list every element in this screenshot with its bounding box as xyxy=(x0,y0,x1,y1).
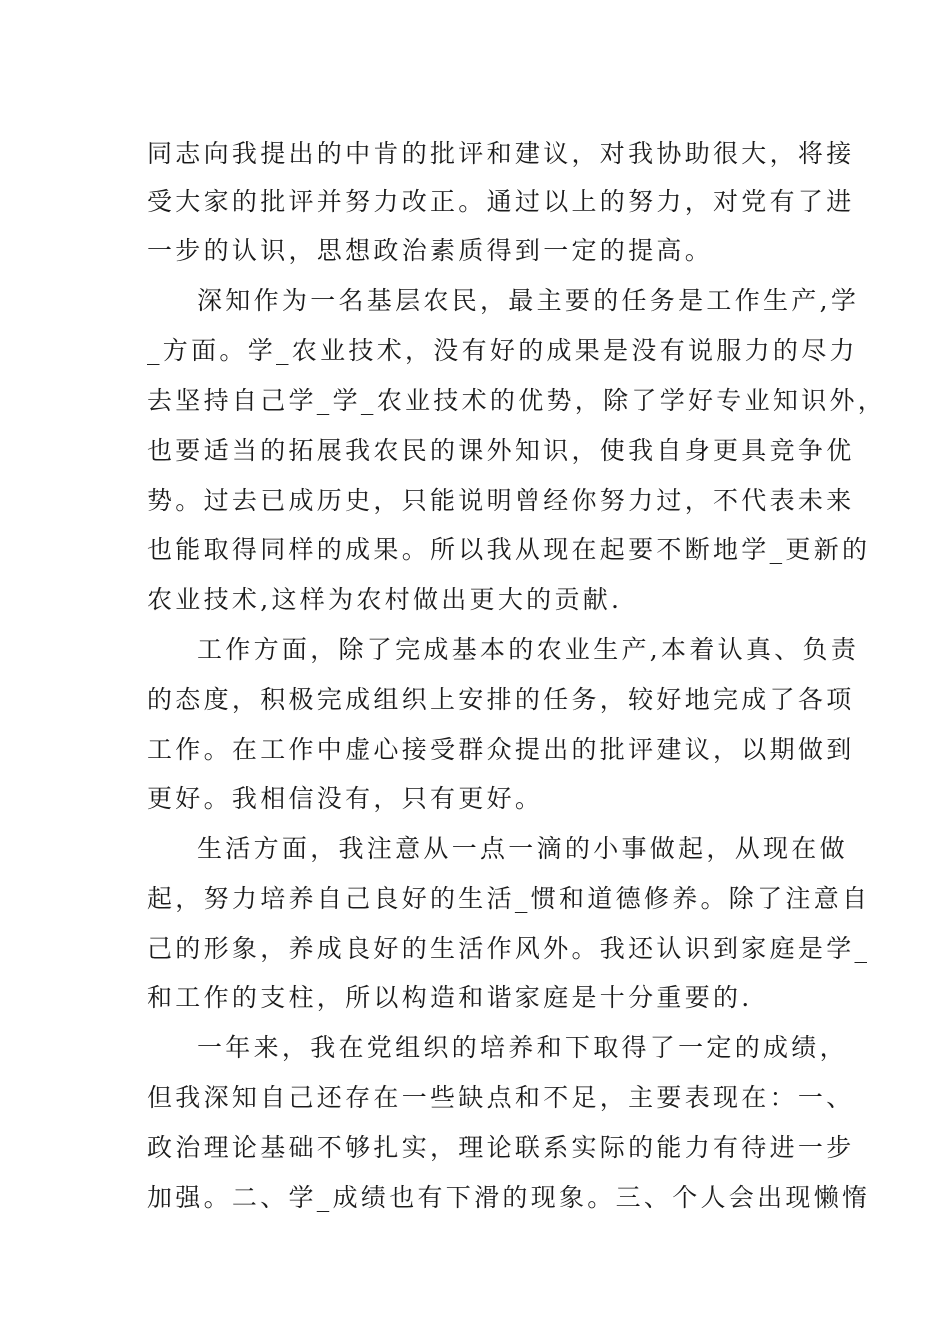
paragraph-first-line: 工作方面，除了完成基本的农业生产,本着认真、负责 xyxy=(197,635,860,664)
text-line: 和工作的支柱，所以构造和谐家庭是十分重要的. xyxy=(147,983,753,1012)
text-line: 势。过去已成历史，只能说明曾经你努力过，不代表未来 xyxy=(147,486,855,515)
text-line: 但我深知自己还存在一些缺点和不足，主要表现在：一、 xyxy=(147,1083,855,1112)
paragraph-first-line: 深知作为一名基层农民，最主要的任务是工作生产,学 xyxy=(197,286,860,315)
text-line: 更好。我相信没有，只有更好。 xyxy=(147,784,544,813)
text-line: 政治理论基础不够扎实，理论联系实际的能力有待进一步 xyxy=(147,1133,855,1162)
text-line: 农业技术,这样为农村做出更大的贡献. xyxy=(147,585,623,614)
text-line: 受大家的批评并努力改正。通过以上的努力，对党有了进 xyxy=(147,187,855,216)
text-line: 己的形象，养成良好的生活作风外。我还认识到家庭是学_ xyxy=(147,934,871,963)
paragraph-first-line: 一年来，我在党组织的培养和下取得了一定的成绩， xyxy=(197,1033,848,1062)
text-line: 工作。在工作中虚心接受群众提出的批评建议，以期做到 xyxy=(147,735,855,764)
text-line: 去坚持自己学_学_农业技术的优势，除了学好专业知识外， xyxy=(147,386,887,415)
text-line: 一步的认识，思想政治素质得到一定的提高。 xyxy=(147,236,714,265)
text-line: 也能取得同样的成果。所以我从现在起要不断地学_更新的 xyxy=(147,535,871,564)
paragraph-first-line: 生活方面，我注意从一点一滴的小事做起，从现在做 xyxy=(197,834,848,863)
text-line: 同志向我提出的中肯的批评和建议，对我协助很大，将接 xyxy=(147,139,855,168)
text-line: 也要适当的拓展我农民的课外知识，使我自身更具竞争优 xyxy=(147,436,855,465)
text-line: 的态度，积极完成组织上安排的任务，较好地完成了各项 xyxy=(147,685,855,714)
text-line: 起，努力培养自己良好的生活_惯和道德修养。除了注意自 xyxy=(147,884,871,913)
text-line: 加强。二、学_成绩也有下滑的现象。三、个人会出现懒惰 xyxy=(147,1183,871,1212)
text-line: _方面。学_农业技术，没有好的成果是没有说服力的尽力 xyxy=(147,336,858,365)
